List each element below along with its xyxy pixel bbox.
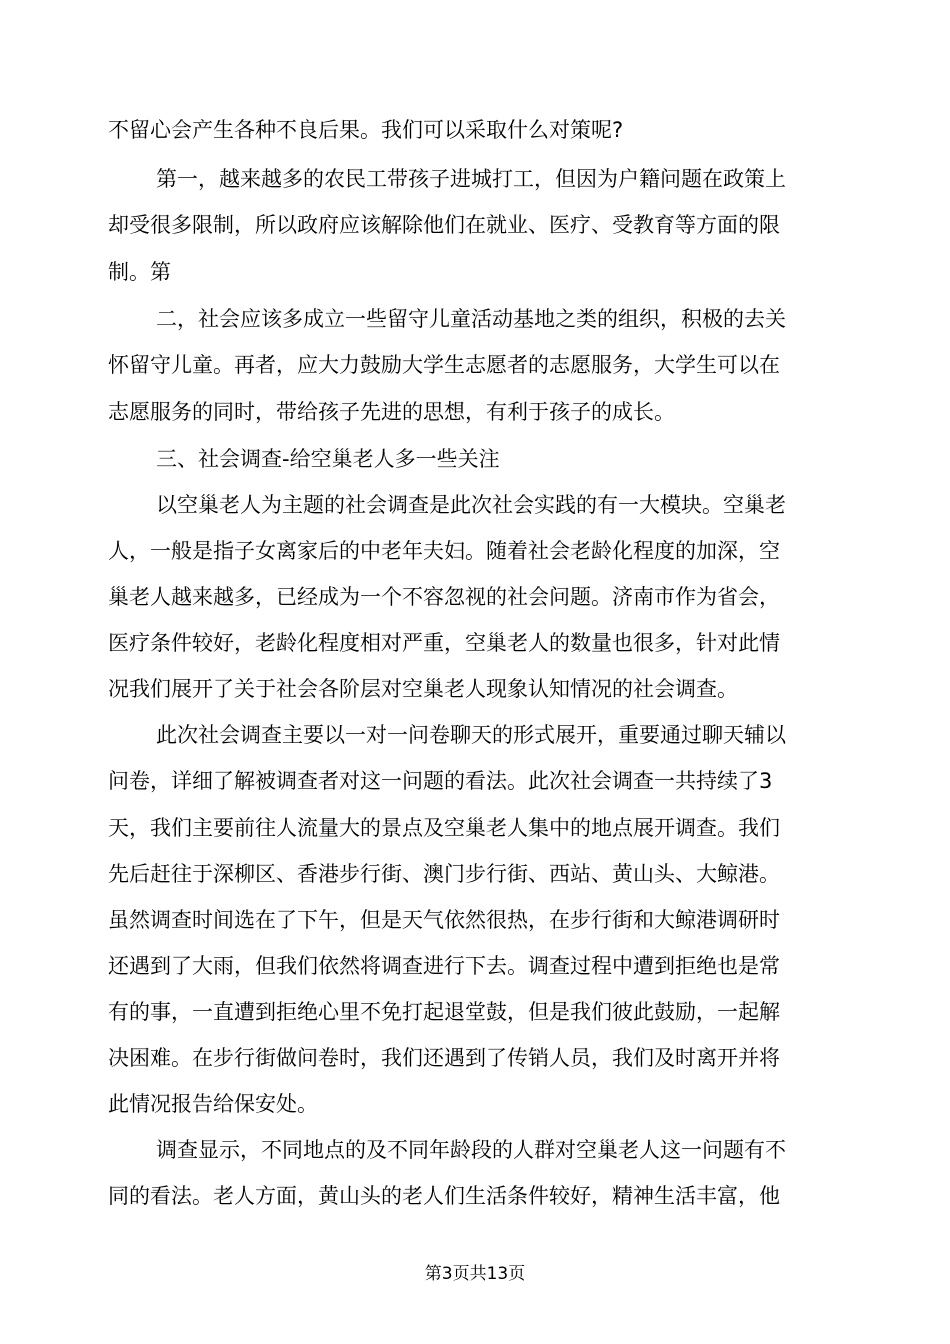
body-line: 同的看法。老人方面，黄山头的老人们生活条件较好，精神生活丰富，他	[108, 1184, 780, 1208]
paragraph-first-line: 以空巢老人为主题的社会调查是此次社会实践的有一大模块。空巢老	[156, 493, 786, 517]
body-line: 此情况报告给保安处。	[108, 1092, 318, 1116]
body-line: 巢老人越来越多，已经成为一个不容忽视的社会问题。济南市作为省会，	[108, 585, 780, 609]
section-heading: 三、社会调查-给空巢老人多一些关注	[156, 447, 500, 471]
body-line: 志愿服务的同时，带给孩子先进的思想，有利于孩子的成长。	[108, 400, 675, 424]
body-line: 先后赶往于深柳区、香港步行街、澳门步行街、西站、黄山头、大鲸港。	[108, 862, 780, 886]
body-line: 况我们展开了关于社会各阶层对空巢老人现象认知情况的社会调查。	[108, 677, 738, 701]
body-line: 怀留守儿童。再者，应大力鼓励大学生志愿者的志愿服务，大学生可以在	[108, 353, 780, 377]
body-line: 天，我们主要前往人流量大的景点及空巢老人集中的地点展开调查。我们	[108, 816, 780, 840]
body-line: 却受很多限制，所以政府应该解除他们在就业、医疗、受教育等方面的限	[108, 213, 780, 237]
paragraph-first-line: 第一，越来越多的农民工带孩子进城打工，但因为户籍问题在政策上	[156, 167, 786, 191]
paragraph-first-line: 二，社会应该多成立一些留守儿童活动基地之类的组织，积极的去关	[156, 307, 786, 331]
body-line: 虽然调查时间选在了下午，但是天气依然很热，在步行街和大鲸港调研时	[108, 908, 780, 932]
body-line: 有的事，一直遭到拒绝心里不免打起退堂鼓，但是我们彼此鼓励，一起解	[108, 1000, 780, 1024]
body-line: 人，一般是指子女离家后的中老年夫妇。随着社会老龄化程度的加深，空	[108, 539, 780, 563]
body-line: 问卷，详细了解被调查者对这一问题的看法。此次社会调查一共持续了3	[108, 769, 773, 793]
page-number-footer: 第3页共13页	[424, 1264, 526, 1284]
paragraph-first-line: 调查显示，不同地点的及不同年龄段的人群对空巢老人这一问题有不	[156, 1138, 786, 1162]
body-line: 还遇到了大雨，但我们依然将调查进行下去。调查过程中遭到拒绝也是常	[108, 954, 780, 978]
body-line: 决困难。在步行街做问卷时，我们还遇到了传销人员，我们及时离开并将	[108, 1046, 780, 1070]
body-line: 医疗条件较好，老龄化程度相对严重，空巢老人的数量也很多，针对此情	[108, 631, 780, 655]
paragraph-first-line: 此次社会调查主要以一对一问卷聊天的形式展开，重要通过聊天辅以	[156, 723, 786, 747]
body-line: 制。第	[108, 260, 171, 284]
body-line: 不留心会产生各种不良后果。我们可以采取什么对策呢?	[108, 118, 624, 142]
